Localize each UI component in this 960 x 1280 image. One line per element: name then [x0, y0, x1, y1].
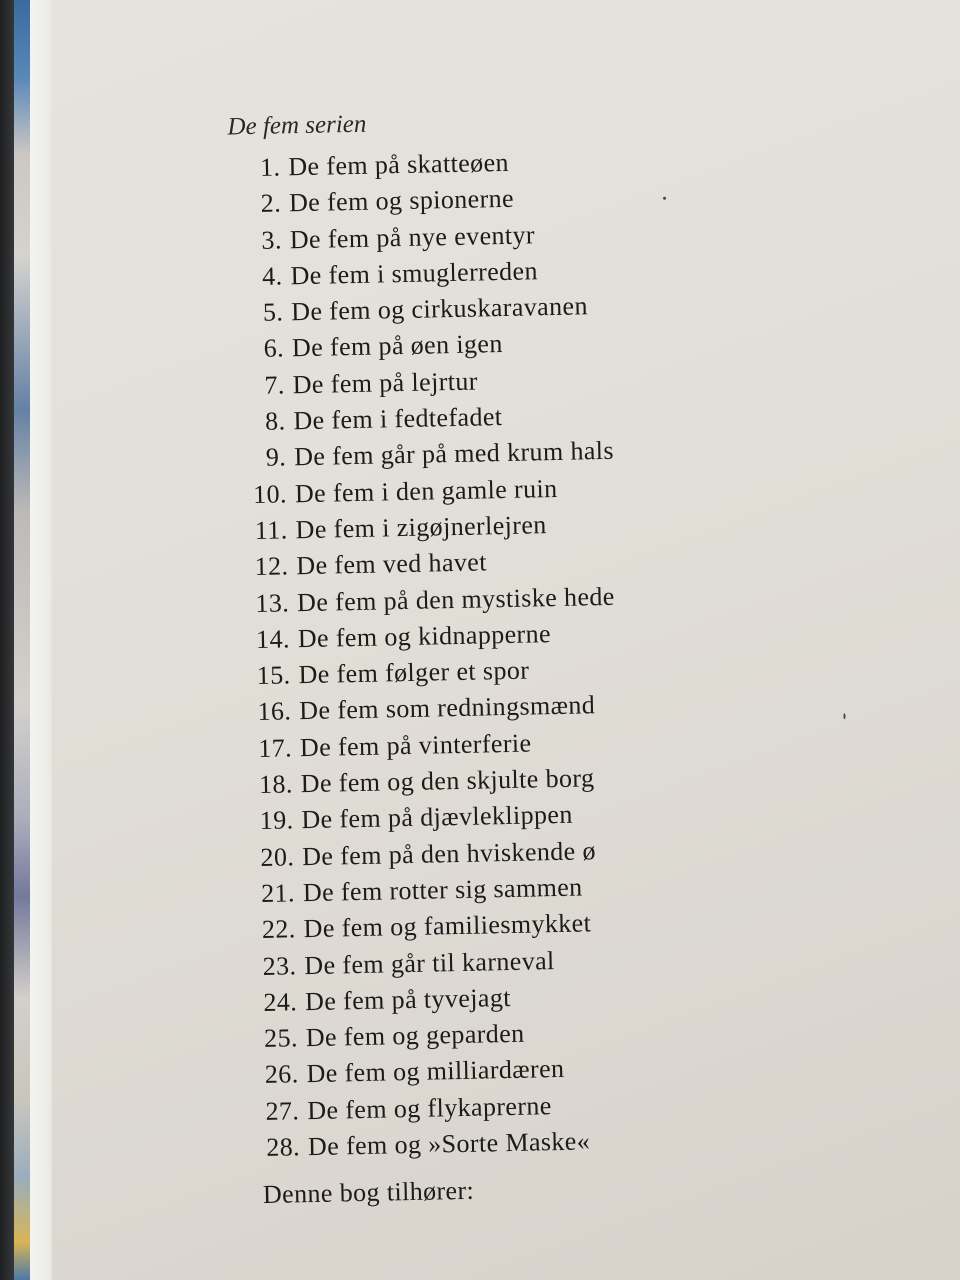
book-number: 3. [261, 225, 283, 255]
book-number: 7. [264, 370, 286, 400]
book-title: De fem og spionerne [288, 184, 515, 218]
book-title: De fem ved havet [296, 547, 488, 581]
book-title: De fem på den mystiske hede [296, 581, 615, 617]
book-title: De fem og geparden [305, 1018, 525, 1053]
book-number: 28. [266, 1132, 301, 1162]
book-title: De fem rotter sig sammen [302, 872, 583, 908]
book-title: De fem på skatteøen [288, 147, 510, 182]
book-number: 27. [265, 1095, 300, 1126]
book-number: 5. [262, 297, 284, 327]
book-number: 11. [254, 515, 288, 545]
book-number: 14. [255, 624, 291, 654]
book-number: 4. [261, 261, 283, 291]
book-title: De fem på lejrtur [292, 366, 479, 400]
book-title: De fem på tyvejagt [304, 982, 512, 1016]
book-number: 2. [260, 188, 282, 219]
book-number: 19. [259, 805, 294, 836]
book-number: 23. [262, 950, 297, 981]
book-number: 24. [263, 987, 298, 1017]
book-title: De fem går på med krum hals [293, 436, 615, 472]
book-number: 26. [264, 1059, 299, 1090]
book-title: De fem og »Sorte Maske« [307, 1126, 591, 1162]
book-title: De fem og familiesmykket [303, 908, 592, 944]
book-list-item [248, 1123, 628, 1167]
book-title: De fem går til karneval [304, 945, 555, 980]
book-title: De fem på djævleklippen [301, 800, 573, 835]
book-list [228, 143, 628, 1167]
book-number: 16. [257, 696, 292, 727]
book-number: 25. [263, 1023, 299, 1054]
book-list-item [237, 578, 617, 622]
book-title: De fem på nye eventyr [289, 219, 536, 254]
book-title: De fem i den gamle ruin [294, 473, 558, 508]
book-title: De fem i fedtefadet [293, 402, 503, 436]
book-number: 13. [255, 587, 290, 618]
book-title: De fem på vinterferie [299, 728, 532, 762]
book-number: 6. [263, 333, 285, 364]
book-title: De fem og den skjulte borg [300, 763, 595, 799]
book-number: 21. [260, 878, 296, 908]
book-title: De fem på øen igen [291, 329, 504, 363]
page-content [49, 0, 960, 1280]
series-title: De fem serien [227, 110, 367, 141]
book-number: 10. [252, 479, 288, 509]
book-number: 22. [261, 914, 296, 945]
book-title: De fem og milliardæren [306, 1054, 565, 1089]
book-number: 18. [258, 769, 294, 800]
book-list-item [234, 433, 614, 477]
book-title: De fem på den hviskende ø [301, 835, 597, 871]
book-number: 1. [259, 152, 281, 182]
paper-speck [843, 713, 845, 719]
book-title: De fem følger et spor [298, 655, 530, 690]
book-page [52, 0, 960, 1280]
book-number: 8. [264, 406, 286, 436]
book-number: 20. [260, 841, 295, 872]
owner-label: Denne bog tilhører: [262, 1175, 475, 1209]
book-title: De fem og flykaprerne [306, 1090, 552, 1125]
book-number: 15. [256, 660, 291, 691]
paper-speck [663, 197, 666, 200]
book-list-item [239, 687, 619, 731]
book-title: De fem i zigøjnerlejren [295, 510, 547, 545]
book-number: 12. [254, 551, 289, 582]
book-number: 17. [258, 733, 293, 763]
book-list-item [243, 905, 623, 949]
book-number: 9. [265, 442, 287, 473]
book-title: De fem som redningsmænd [298, 690, 596, 726]
book-title: De fem og kidnapperne [297, 618, 552, 654]
book-title: De fem og cirkuskaravanen [290, 291, 589, 327]
book-title: De fem i smuglerreden [290, 256, 539, 291]
